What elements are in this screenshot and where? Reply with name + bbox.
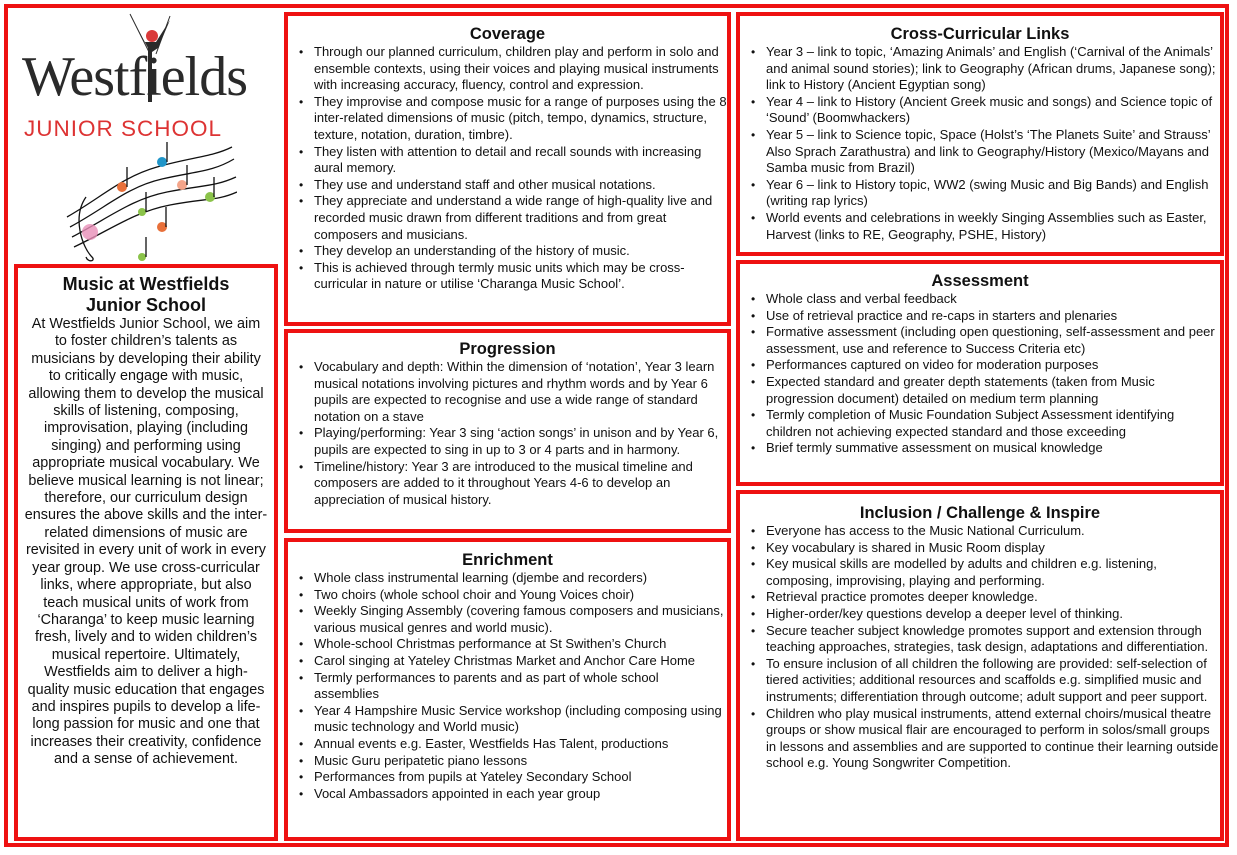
inclusion-title: Inclusion / Challenge & Inspire [859, 504, 1101, 522]
enrichment-title: Enrichment [462, 551, 553, 569]
intro-title-line-2: Junior School [85, 295, 206, 315]
list-item: • Carol singing at Yateley Christmas Market and Anchor Care Home [314, 653, 727, 670]
list-item: • Playing/performing: Year 3 sing ‘action songs’ in unison and by Year 6, pupils are expected to sing in up to 3 or 4 parts and in harmony. [314, 425, 727, 458]
coverage-title: Coverage [469, 25, 546, 43]
cross-curricular-panel [736, 12, 1224, 256]
list-item: • This is achieved through termly music units which may be cross-curricular in nature or utilise ‘Charanga Music School’. [314, 260, 727, 293]
list-item: • Year 5 – link to Science topic, Space (Holst’s ‘The Planets Suite’ and Strauss’ Also Sprach Zarathustra) and link to Geography/History (Mexico/Mayans and Samba music from Brazil) [766, 127, 1220, 177]
enrichment-panel [284, 538, 731, 841]
list-item: • Year 3 – link to topic, ‘Amazing Animals’ and English (‘Carnival of the Animals’ and animal sound stories); link to Geography (African drums, Japanese song); link to History (Ancient Egyptian song) [766, 44, 1220, 94]
inclusion-list [740, 523, 1220, 772]
intro-body: At Westfields Junior School, we aim to foster children’s talents as musicians by developing their ability to critically engage with music, allowing them to develop the musical skills of listening, composing, improvisation, playing (including singing) and performing using appropriate musical vocabulary. We believe musical learning is not linear; therefore, our curriculum design ensures the above skills and the inter-related dimensions of music are revisited in every unit of work in every year group. We use cross-curricular links, where appropriate, but also teach musical units of work from ‘Charanga’ to keep music learning fresh, lively and to widen children’s musical repertoire. Ultimately, Westfields aim to deliver a high-quality music education that engages and inspires pupils to develop a life-long passion for music and one that increases their creativity, confidence and a sense of achievement. [24, 316, 268, 768]
list-item: • They appreciate and understand a wide range of high-quality live and recorded music drawn from different traditions and from great composers and musicians. [314, 193, 727, 243]
progression-panel [284, 329, 731, 533]
inclusion-panel [736, 490, 1224, 841]
list-item: • Year 6 – link to History topic, WW2 (swing Music and Big Bands) and English (writing rap lyrics) [766, 177, 1220, 210]
list-item: • Key musical skills are modelled by adults and children e.g. listening, composing, improvising, playing and performing. [766, 556, 1220, 589]
logo-wordmark: Westfields [22, 46, 247, 108]
list-item: • Everyone has access to the Music National Curriculum. [766, 523, 1220, 540]
assessment-title: Assessment [931, 272, 1029, 290]
list-item: • Vocabulary and depth: Within the dimension of ‘notation’, Year 3 learn musical notations involving pictures and rhythm words and by Year 6 pupils are expected to recognise and use a wide range of standard notation on a stave [314, 359, 727, 425]
list-item: • Annual events e.g. Easter, Westfields Has Talent, productions [314, 736, 727, 753]
list-item: • They listen with attention to detail and recall sounds with increasing aural memory. [314, 144, 727, 177]
list-item: • Termly performances to parents and as part of whole school assemblies [314, 670, 727, 703]
list-item: • They use and understand staff and other musical notations. [314, 177, 727, 194]
list-item: • Key vocabulary is shared in Music Room display [766, 540, 1220, 557]
list-item: • Two choirs (whole school choir and Young Voices choir) [314, 587, 727, 604]
progression-list [288, 359, 727, 508]
school-logo [12, 12, 276, 260]
coverage-list [288, 44, 727, 293]
cross-curricular-list [740, 44, 1220, 243]
intro-panel [14, 264, 278, 841]
music-notes-illustration [62, 137, 237, 267]
list-item: • World events and celebrations in weekly Singing Assemblies such as Easter, Harvest (links to RE, Geography, PSHE, History) [766, 210, 1220, 243]
list-item: • Vocal Ambassadors appointed in each year group [314, 786, 727, 803]
logo-subtitle: JUNIOR SCHOOL [24, 116, 223, 141]
list-item: • Performances captured on video for moderation purposes [766, 357, 1220, 374]
list-item: • Year 4 – link to History (Ancient Greek music and songs) and Science topic of ‘Sound’ (Boomwhackers) [766, 94, 1220, 127]
list-item: • Whole class instrumental learning (djembe and recorders) [314, 570, 727, 587]
list-item: • Secure teacher subject knowledge promotes support and extension through teaching approaches, strategies, task design, adaptations and differentiation. [766, 623, 1220, 656]
cross-curricular-title: Cross-Curricular Links [890, 25, 1070, 43]
list-item: • Formative assessment (including open questioning, self-assessment and peer assessment, use and reference to Success Criteria etc) [766, 324, 1220, 357]
list-item: • Year 4 Hampshire Music Service workshop (including composing using music technology and World music) [314, 703, 727, 736]
list-item: • Through our planned curriculum, children play and perform in solo and ensemble contexts, using their voices and playing musical instruments with increasing accuracy, fluency, control and expression. [314, 44, 727, 94]
list-item: • Timeline/history: Year 3 are introduced to the musical timeline and composers are added to it throughout Years 4-6 to develop an appreciation of musical history. [314, 459, 727, 509]
list-item: • Whole class and verbal feedback [766, 291, 1220, 308]
assessment-panel [736, 260, 1224, 486]
list-item: • They improvise and compose music for a range of purposes using the 8 inter-related dimensions of music (pitch, tempo, dynamics, structure, texture, notation, duration, timbre). [314, 94, 727, 144]
intro-title-line-1: Music at Westfields [62, 274, 230, 294]
coverage-panel [284, 12, 731, 326]
list-item: • Retrieval practice promotes deeper knowledge. [766, 589, 1220, 606]
list-item: • Use of retrieval practice and re-caps in starters and plenaries [766, 308, 1220, 325]
list-item: • Higher-order/key questions develop a deeper level of thinking. [766, 606, 1220, 623]
list-item: • Weekly Singing Assembly (covering famous composers and musicians, various musical genres and world music). [314, 603, 727, 636]
assessment-list [740, 291, 1220, 457]
list-item: • Brief termly summative assessment on musical knowledge [766, 440, 1220, 457]
list-item: • Whole-school Christmas performance at St Swithen’s Church [314, 636, 727, 653]
list-item: • Children who play musical instruments, attend external choirs/musical theatre groups or show musical flair are encouraged to perform in solos/small groups in lessons and assemblies and are supported to continue their learning outside school e.g. Young Songwriter Competition. [766, 706, 1220, 772]
enrichment-list [288, 570, 727, 802]
list-item: • To ensure inclusion of all children the following are provided: self-selection of tiered activities; additional resources and scaffolds e.g. simplified music and instruments; differentiation through outcome; adult support and peer support. [766, 656, 1220, 706]
list-item: • Music Guru peripatetic piano lessons [314, 753, 727, 770]
progression-title: Progression [459, 340, 556, 358]
list-item: • Expected standard and greater depth statements (taken from Music progression document) detailed on medium term planning [766, 374, 1220, 407]
intro-title [18, 274, 274, 316]
list-item: • Termly completion of Music Foundation Subject Assessment identifying children not achieving expected standard and those exceeding [766, 407, 1220, 440]
list-item: • They develop an understanding of the history of music. [314, 243, 727, 260]
list-item: • Performances from pupils at Yateley Secondary School [314, 769, 727, 786]
